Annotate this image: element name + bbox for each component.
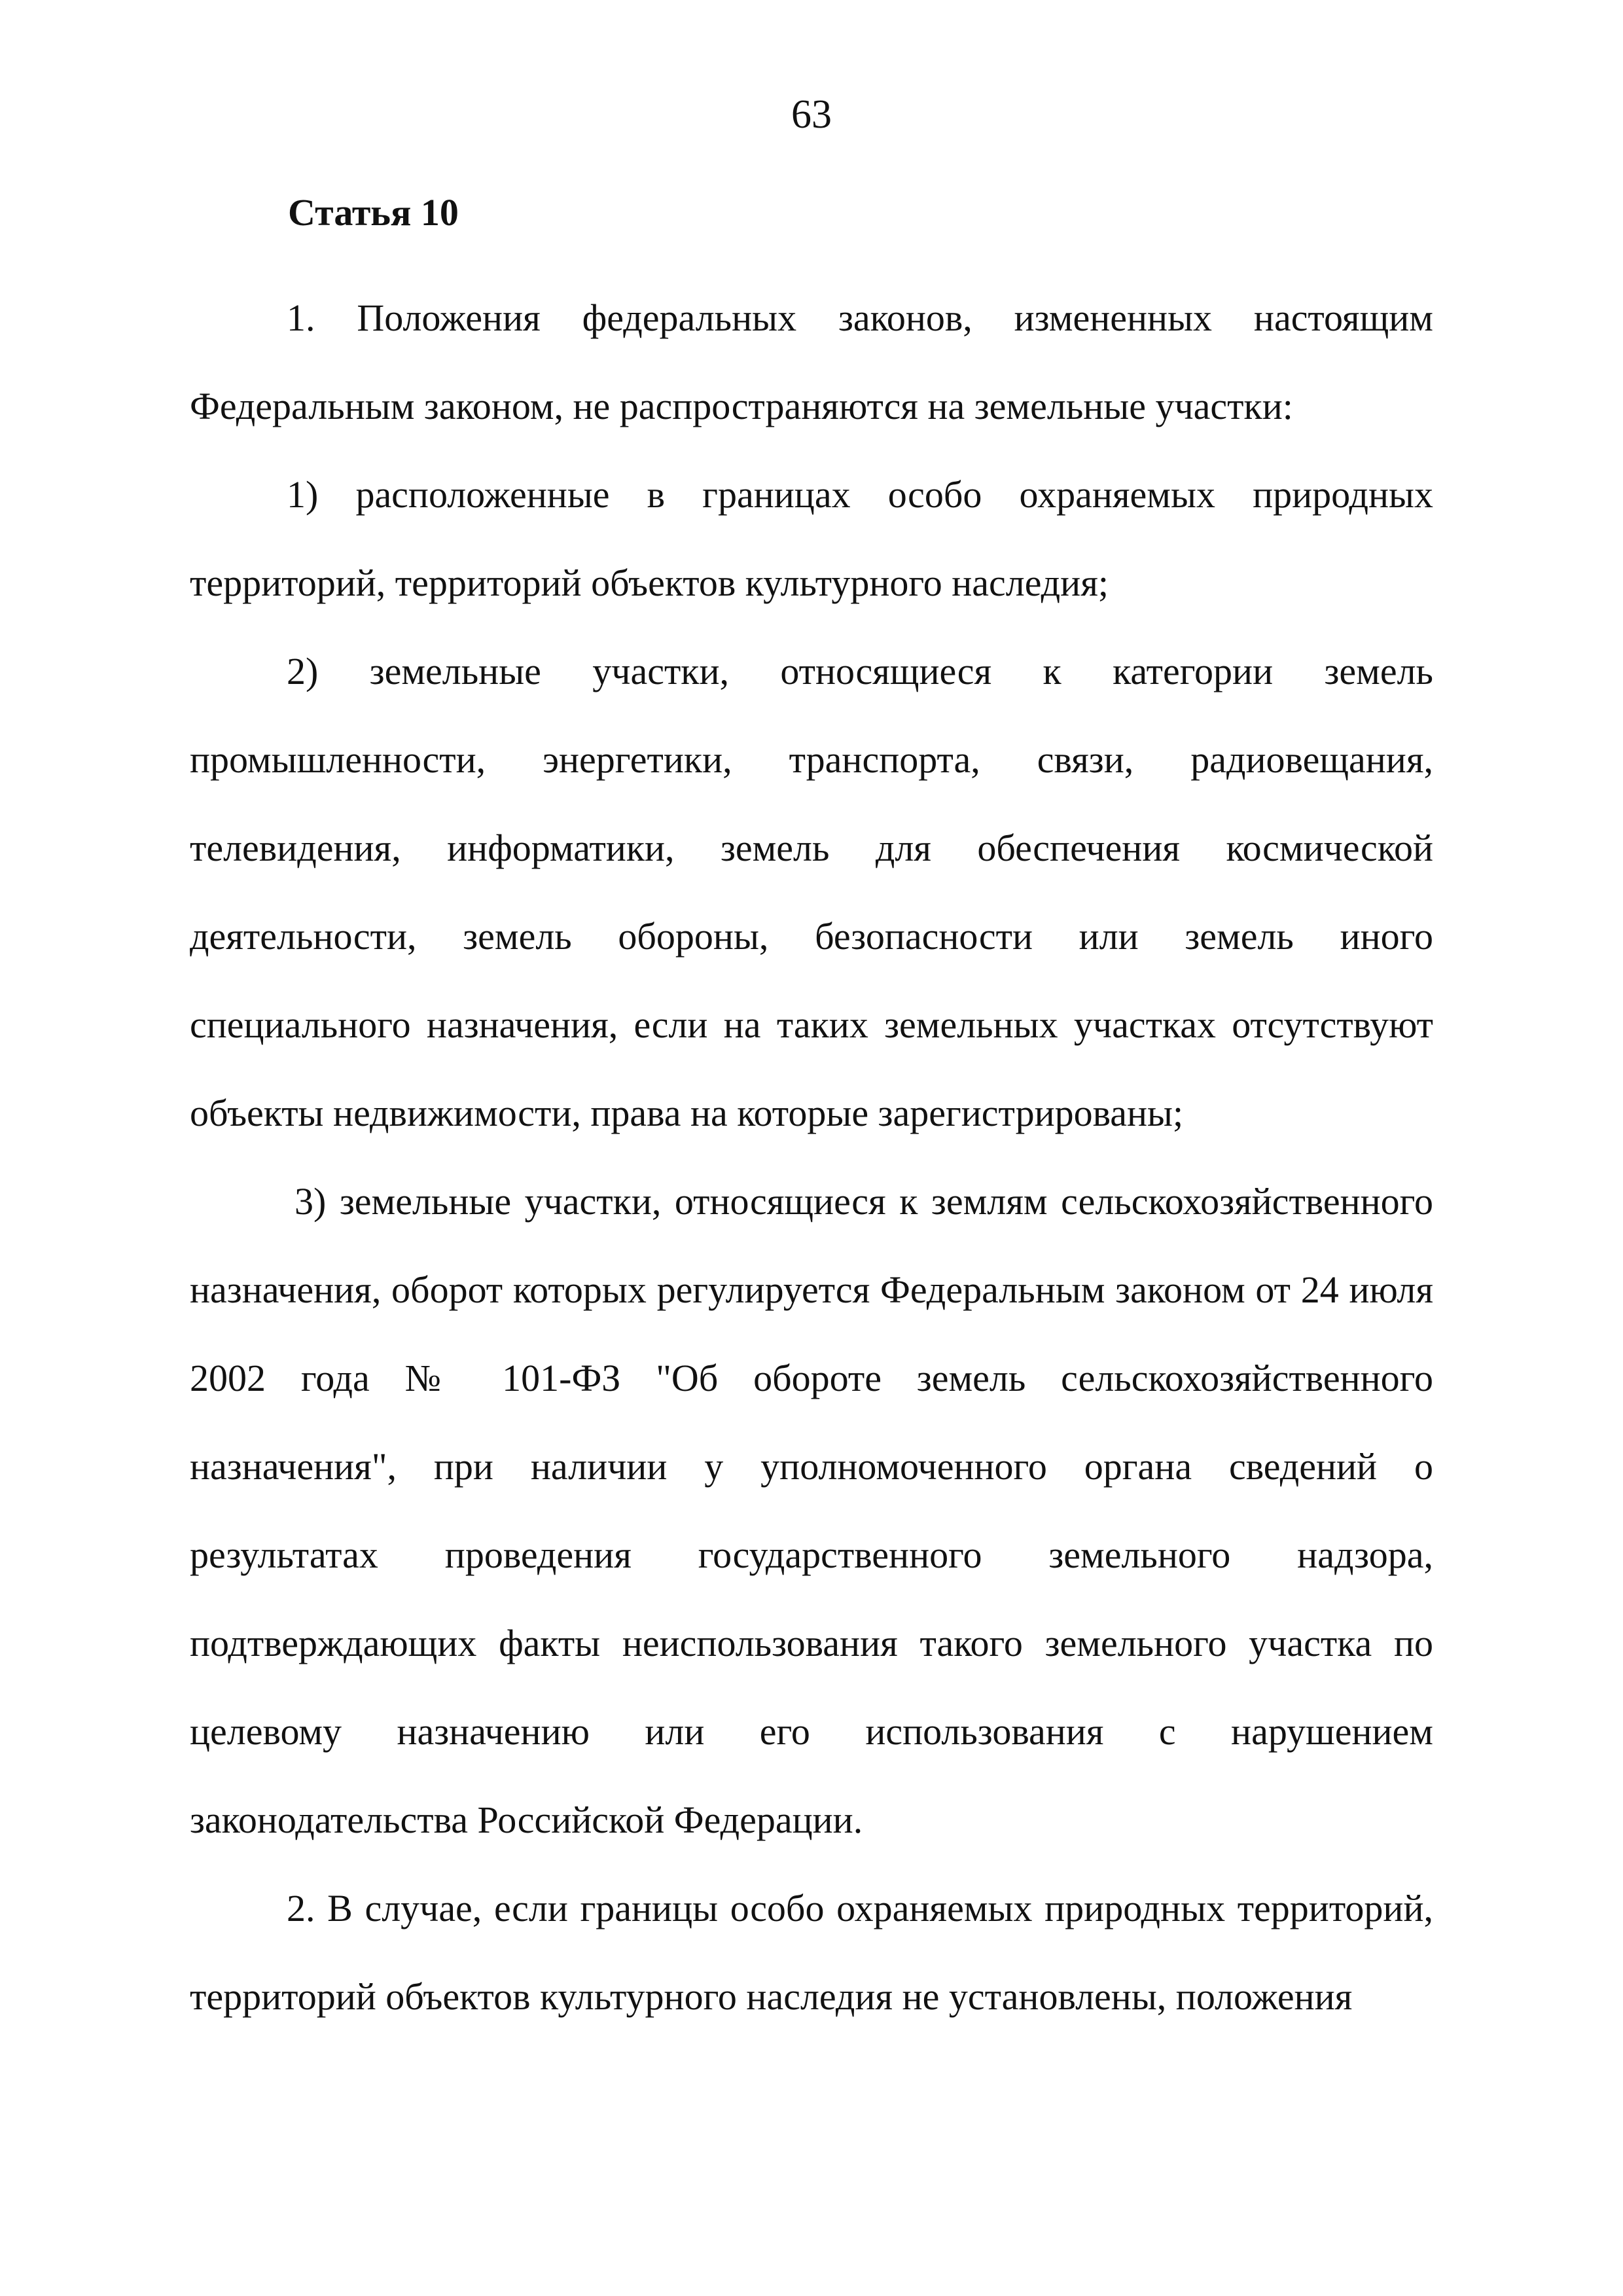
page-number: 63 <box>791 92 832 137</box>
paragraph-1-item-2: 2) земельные участки, относящиеся к категории земель промышленности, энергетики, транспорта, связи, радиовещания, телевидения, информатики, земель для обеспечения космической деятельности, земель обороны, безопасности или земель иного специального назначения, если на таких земельных участках отсутствуют объекты недвижимости, права на которые зарегистрированы; <box>190 650 1433 1134</box>
paragraph-2: 2. В случае, если границы особо охраняемых природных территорий, территорий объектов культурного наследия не установлены, положения <box>190 1887 1433 2018</box>
article-body <box>190 274 1433 2041</box>
paragraph-1-item-1: 1) расположенные в границах особо охраняемых природных территорий, территорий объектов культурного наследия; <box>190 473 1433 604</box>
paragraph-1-item-3: 3) земельные участки, относящиеся к землям сельскохозяйственного назначения, оборот которых регулируется Федеральным законом от 24 июля 2002 года № 101-ФЗ "Об обороте земель сельскохозяйственного назначения", при наличии у уполномоченного органа сведений о результатах проведения государственного земельного надзора, подтверждающих факты неиспользования такого земельного участка по целевому назначению или его использования с нарушением законодательства Российской Федерации. <box>190 1180 1433 1841</box>
article-title: Статья 10 <box>288 191 459 234</box>
paragraph-1: 1. Положения федеральных законов, измененных настоящим Федеральным законом, не распространяются на земельные участки: <box>190 296 1433 427</box>
